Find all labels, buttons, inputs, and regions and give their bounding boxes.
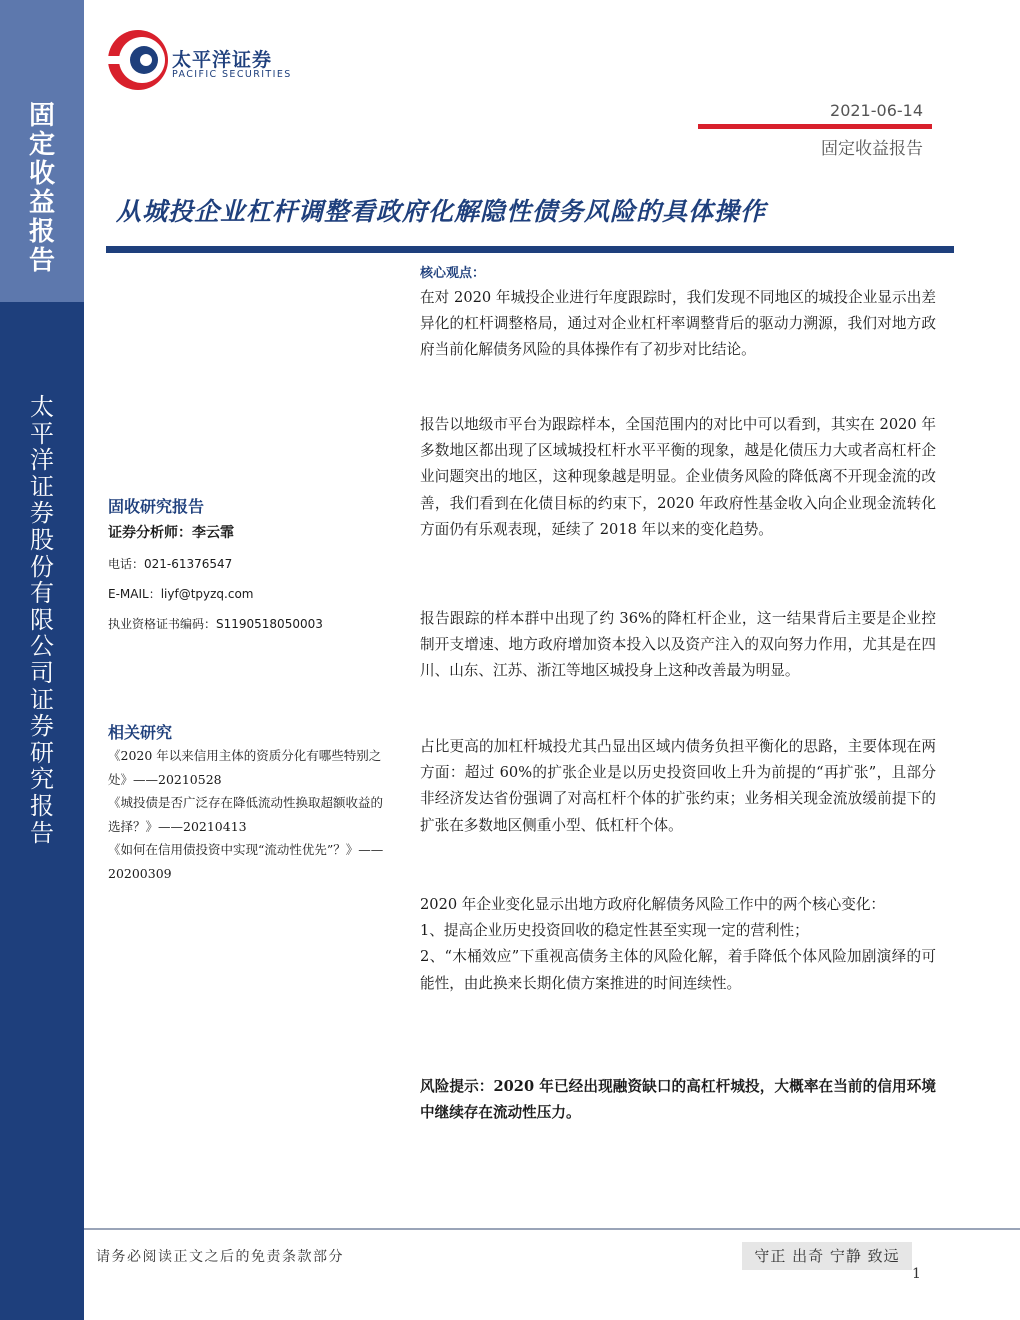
sidebar-top-char: 收 — [28, 159, 55, 189]
sidebar-bottom-panel — [0, 302, 84, 1320]
sidebar-bottom-char: 限 — [30, 605, 54, 634]
paragraph-text: 在对 2020 年城投企业进行年度跟踪时，我们发现不同地区的城投企业显示出差异化的杠杆调整格局，通过对企业杠杆率调整背后的驱动力溯源，我们对地方政府当前化解债务风险的具体操作有了初步对比结论。 — [420, 289, 936, 359]
paragraph-text: 报告以地级市平台为跟踪样本，全国范围内的对比中可以看到，其实在 2020 年多数地区都出现了区域城投杠杆水平平衡的现象，越是化债压力大或者高杠杆企业问题突出的地区，这种现象越是明显。企业债务风险的降低离不开现金流的改善，我们看到在化债目标的约束下，2020 年政府性基金收入向企业现金流转化方面仍有乐观表现，延续了 2018 年以来的变化趋势。 — [420, 416, 936, 538]
paragraph-text: 占比更高的加杠杆城投尤其凸显出区域内债务负担平衡化的思路，主要体现在两方面：超过 60%的扩张企业是以历史投资回收上升为前提的“再扩张”，且部分非经济发达省份强调了对高杠杆个体的扩张约束；业务相关现金流放缓前提下的扩张在多数地区侧重小型、低杠杆个体。 — [420, 738, 936, 834]
risk-warning — [420, 1074, 936, 1126]
sidebar-top-label — [0, 102, 84, 276]
sidebar-bottom-char: 券 — [30, 499, 54, 528]
paragraph-text: 2020 年企业变化显示出地方政府化解债务风险工作中的两个核心变化： — [420, 896, 886, 913]
body-paragraph — [420, 606, 936, 685]
related-research-item[interactable]: 《2020 年以来信用主体的资质分化有哪些特别之处》——20210528 — [108, 748, 382, 787]
report-type: 固定收益报告 — [821, 139, 923, 159]
sidebar-bottom-char: 公 — [30, 632, 54, 661]
analyst-certificate: 执业资格证书编码：S1190518050003 — [108, 617, 323, 631]
sidebar-bottom-char: 洋 — [30, 446, 54, 475]
sidebar-top-char: 固 — [28, 101, 55, 131]
sidebar-top-char: 报 — [28, 217, 55, 247]
red-divider — [698, 124, 932, 129]
logo-chinese-name: 太平洋证券 — [172, 49, 273, 71]
sidebar-bottom-char: 平 — [30, 419, 54, 448]
report-date: 2021-06-14 — [830, 101, 923, 120]
logo-english-name: PACIFIC SECURITIES — [172, 69, 292, 80]
related-research-list — [108, 744, 388, 885]
sidebar-bottom-char: 告 — [30, 818, 54, 847]
paragraph-text: 报告跟踪的样本群中出现了约 36%的降杠杆企业，这一结果背后主要是企业控制开支增速、地方政府增加资本投入以及资产注入的双向努力作用，尤其是在四川、山东、江苏、浙江等地区城投身上这种改善最为明显。 — [420, 610, 936, 680]
page-number: 1 — [912, 1266, 921, 1282]
core-points-heading: 核心观点： — [420, 266, 486, 281]
sidebar-bottom-char: 证 — [30, 685, 54, 714]
sidebar-bottom-char: 有 — [30, 579, 54, 608]
sidebar-bottom-char: 券 — [30, 712, 54, 741]
sidebar-top-char: 定 — [28, 130, 55, 160]
sidebar-bottom-char: 报 — [30, 791, 54, 820]
paragraph-text: 1、提高企业历史投资回收的稳定性甚至实现一定的营利性； — [420, 922, 809, 940]
sidebar-bottom-char: 太 — [30, 393, 54, 421]
body-paragraph — [420, 892, 936, 997]
footer-disclaimer: 请务必阅读正文之后的免责条款部分 — [96, 1249, 344, 1265]
analyst-phone: 电话：021-61376547 — [108, 557, 233, 571]
body-paragraph — [420, 412, 936, 543]
related-research-item[interactable]: 《城投债是否广泛存在降低流动性换取超额收益的选择？》——20210413 — [108, 795, 384, 834]
title-divider — [106, 246, 954, 253]
sidebar-bottom-char: 股 — [30, 525, 54, 554]
body-paragraph — [420, 285, 936, 364]
report-title: 从城投企业杠杆调整看政府化解隐性债务风险的具体操作 — [116, 197, 767, 226]
analyst-email: E-MAIL：liyf@tpyzq.com — [108, 587, 254, 601]
related-research-heading: 相关研究 — [108, 723, 173, 742]
sidebar-bottom-char: 究 — [30, 765, 54, 794]
sidebar-bottom-char: 证 — [30, 472, 54, 501]
sidebar-top-panel — [0, 0, 84, 302]
sidebar-top-char: 告 — [28, 246, 55, 276]
analyst-name: 证券分析师：李云霏 — [108, 525, 234, 541]
sidebar-bottom-char: 研 — [30, 738, 54, 767]
sidebar-bottom-char: 份 — [30, 552, 54, 581]
sidebar-bottom-label — [0, 394, 84, 846]
footer-divider — [84, 1228, 1020, 1230]
body-paragraph — [420, 734, 936, 839]
research-section-heading: 固收研究报告 — [108, 497, 205, 516]
paragraph-text: 2、“木桶效应”下重视高债务主体的风险化解，着手降低个体风险加剧演绎的可能性，由此换来长期化债方案推进的时间连续性。 — [420, 948, 936, 992]
risk-warning-text: 风险提示：2020 年已经出现融资缺口的高杠杆城投，大概率在当前的信用环境中继续存在流动性压力。 — [420, 1078, 936, 1122]
sidebar-bottom-char: 司 — [30, 658, 54, 687]
sidebar-top-char: 益 — [28, 188, 55, 218]
company-motto: 守正 出奇 宁静 致远 — [742, 1242, 912, 1270]
related-research-item[interactable]: 《如何在信用债投资中实现“流动性优先”？》——20200309 — [108, 842, 384, 881]
